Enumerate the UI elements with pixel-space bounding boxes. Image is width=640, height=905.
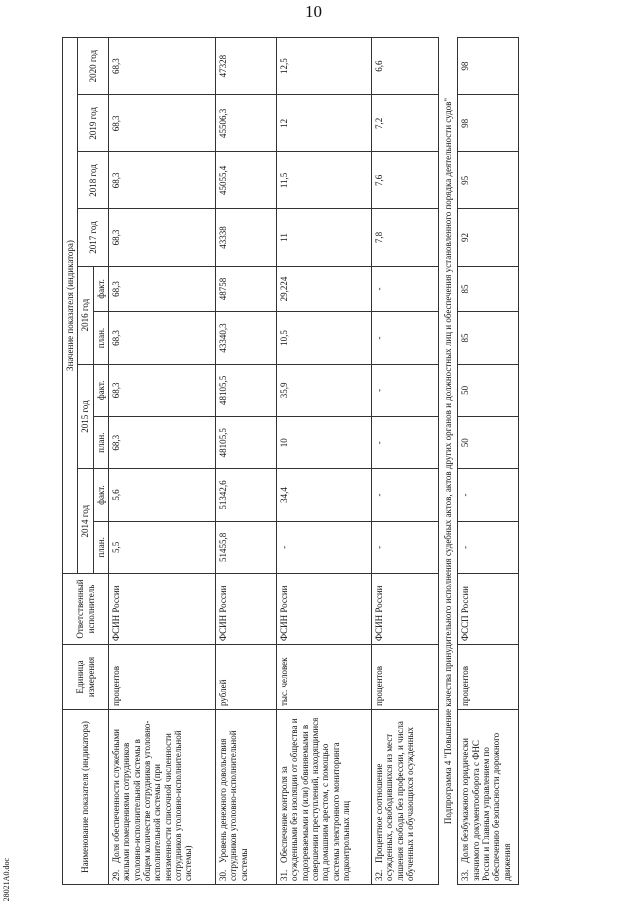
value-2018: 45055,4 — [216, 152, 277, 209]
unit-cell: процентов — [372, 645, 439, 710]
indicator-table — [62, 37, 519, 885]
value-2014-fact: 34,4 — [277, 469, 372, 521]
value-2016-plan: 85 — [458, 312, 519, 364]
table-row — [372, 38, 439, 885]
value-2015-fact: 35,9 — [277, 364, 372, 416]
header-fact-2016: факт. — [93, 266, 108, 312]
page-number: 10 — [305, 2, 322, 21]
unit-cell: рублей — [216, 645, 277, 710]
indicator-name: Обеспечение контроля за осужденными без изоляции от общества и подозреваемыми и (или) обвиняемыми в совершении преступлений, находящимися под домашним арестом, с помощью системы электронного мониторинга подконтрольных лиц — [279, 717, 352, 881]
row-number: 31. — [279, 869, 290, 881]
value-2018: 11,5 — [277, 152, 372, 209]
responsible-cell: ФСИН России — [277, 574, 372, 645]
value-2020: 12,5 — [277, 38, 372, 95]
unit-cell: тыс. человек — [277, 645, 372, 710]
value-2015-fact: 50 — [458, 364, 519, 416]
value-2016-plan: - — [372, 312, 439, 364]
value-2018: 7,6 — [372, 152, 439, 209]
value-2014-plan: - — [458, 521, 519, 573]
value-2015-fact: 68,3 — [109, 364, 216, 416]
footer-filename: 28021A0.doc — [2, 857, 11, 901]
row-number: 32. — [374, 869, 385, 881]
value-2016-plan: 10,5 — [277, 312, 372, 364]
header-plan-2016: план. — [93, 312, 108, 364]
value-2020: 98 — [458, 38, 519, 95]
header-year-2017: 2017 год — [78, 209, 109, 266]
value-2015-plan: 48105,5 — [216, 417, 277, 469]
value-2017: 68,3 — [109, 209, 216, 266]
value-2016-fact: - — [372, 266, 439, 312]
value-2015-plan: 68,3 — [109, 417, 216, 469]
header-year-2016: 2016 год — [78, 266, 93, 364]
value-2017: 92 — [458, 209, 519, 266]
subprogram-row — [439, 38, 458, 885]
indicator-name: Процентное соотношение осужденных, освободившихся из мест лишения свободы без профессии, и числа обученных и обучающихся осужденных — [374, 721, 416, 881]
value-2016-fact: 68,3 — [109, 266, 216, 312]
value-2014-fact: 51342,6 — [216, 469, 277, 521]
value-2014-fact: - — [458, 469, 519, 521]
header-year-2020: 2020 год — [78, 38, 109, 95]
responsible-cell: ФССП России — [458, 574, 519, 645]
value-2016-fact: 85 — [458, 266, 519, 312]
indicator-name: Уровень денежного довольствия сотрудников уголовно-исполнительной системы — [218, 730, 249, 881]
value-2014-fact: - — [372, 469, 439, 521]
table-row — [109, 38, 216, 885]
value-2014-plan: - — [372, 521, 439, 573]
header-plan-2015: план. — [93, 417, 108, 469]
value-2014-fact: 5,6 — [109, 469, 216, 521]
value-2016-plan: 43340,3 — [216, 312, 277, 364]
value-2017: 11 — [277, 209, 372, 266]
indicator-cell — [277, 710, 372, 885]
value-2019: 12 — [277, 95, 372, 152]
responsible-cell: ФСИН России — [216, 574, 277, 645]
value-2017: 43338 — [216, 209, 277, 266]
header-values-group: Значение показателя (индикатора) — [63, 38, 78, 574]
header-fact-2015: факт. — [93, 364, 108, 416]
indicator-cell — [372, 710, 439, 885]
indicator-name: Доля обеспеченности служебными жилыми помещениями сотрудников уголовно-исполнительной системы в общем количестве сотрудников уголовно-исполнительной системы (при неизменности списочной численности сотрудников уголовно-исполнительной системы) — [111, 720, 194, 881]
header-year-2019: 2019 год — [78, 95, 109, 152]
value-2014-plan: 51455,8 — [216, 521, 277, 573]
header-unit: Единица измерения — [63, 645, 109, 710]
header-plan-2014: план. — [93, 521, 108, 573]
table-row — [277, 38, 372, 885]
value-2015-plan: - — [372, 417, 439, 469]
header-year-2014: 2014 год — [78, 469, 93, 574]
subprogram-title: Подпрограмма 4 "Повышение качества принудительного исполнения судебных актов, актов других органов и должностных лиц и обеспечения установленного порядка деятельности судов" — [439, 38, 458, 885]
value-2015-fact: 48105,5 — [216, 364, 277, 416]
value-2017: 7,8 — [372, 209, 439, 266]
row-number: 33. — [460, 869, 471, 881]
table-row — [216, 38, 277, 885]
indicator-cell — [216, 710, 277, 885]
indicator-table-sheet — [62, 37, 622, 885]
value-2019: 45506,3 — [216, 95, 277, 152]
header-fact-2014: факт. — [93, 469, 108, 521]
value-2020: 6,6 — [372, 38, 439, 95]
indicator-cell — [458, 710, 519, 885]
table-row — [458, 38, 519, 885]
value-2019: 68,3 — [109, 95, 216, 152]
value-2014-plan: - — [277, 521, 372, 573]
row-number: 29. — [111, 869, 122, 881]
header-responsible: Ответственный исполнитель — [63, 574, 109, 645]
value-2015-plan: 10 — [277, 417, 372, 469]
value-2019: 98 — [458, 95, 519, 152]
unit-cell: процентов — [458, 645, 519, 710]
value-2014-plan: 5,5 — [109, 521, 216, 573]
value-2016-fact: 48758 — [216, 266, 277, 312]
value-2016-plan: 68,3 — [109, 312, 216, 364]
value-2020: 68,3 — [109, 38, 216, 95]
value-2018: 95 — [458, 152, 519, 209]
value-2016-fact: 29,224 — [277, 266, 372, 312]
row-number: 30. — [218, 869, 229, 881]
value-2020: 47328 — [216, 38, 277, 95]
header-indicator-name: Наименование показателя (индикатора) — [63, 710, 109, 885]
value-2018: 68,3 — [109, 152, 216, 209]
unit-cell: процентов — [109, 645, 216, 710]
responsible-cell: ФСИН России — [109, 574, 216, 645]
header-year-2015: 2015 год — [78, 364, 93, 469]
value-2015-plan: 50 — [458, 417, 519, 469]
value-2019: 7,2 — [372, 95, 439, 152]
indicator-cell — [109, 710, 216, 885]
indicator-name: Доля безбумажного юридически значимого документооборота с ФНС России и Главным управлением по обеспечению безопасности дорожного движения — [460, 732, 512, 881]
responsible-cell: ФСИН России — [372, 574, 439, 645]
header-year-2018: 2018 год — [78, 152, 109, 209]
value-2015-fact: - — [372, 364, 439, 416]
